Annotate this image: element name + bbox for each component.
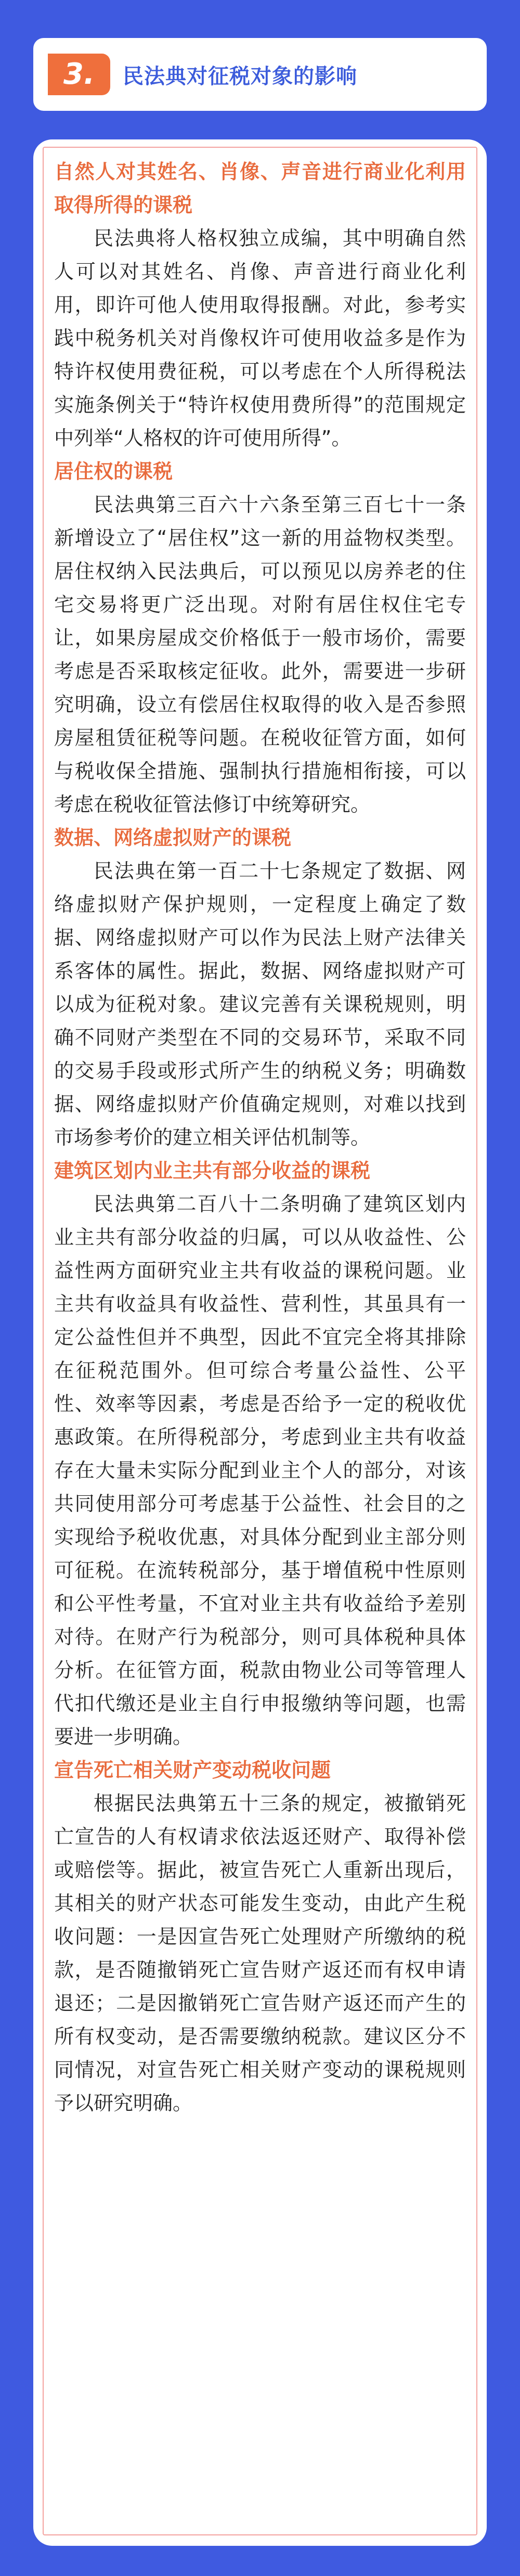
subsection-body-common-income: 民法典第二百八十二条明确了建筑区划内业主共有部分收益的归属，可以从收益性、公益性两方面研究业主共有收益的课税问题。业主共有收益具有收益性、营利性，其虽具有一定公益性但并不典型，因此不宜完全将其排除在征税范围外。但可综合考量公益性、公平性、效率等因素，考虑是否给予一定的税收优惠政策。在所得税部分，考虑到业主共有收益存在大量未实际分配到业主个人的部分，对该共同使用部分可考虑基于公益性、社会目的之实现给予税收优惠，对具体分配到业主部分则可征税。在流转税部分，基于增值税中性原则和公平性考量，不宜对业主共有收益给予差别对待。在财产行为税部分，则可具体税种具体分析。在征管方面，税款由物业公司等管理人代扣代缴还是业主自行申报缴纳等问题，也需要进一步明确。 bbox=[54, 1193, 466, 1748]
section-number-badge bbox=[48, 54, 110, 95]
subsection-body-portrait-rights: 民法典将人格权独立成编，其中明确自然人可以对其姓名、肖像、声音进行商业化利用，即许可他人使用取得报酬。对此，参考实践中税务机关对肖像权许可使用收益多是作为特许权使用费征税，可以考虑在个人所得税法实施条例关于“特许权使用费所得”的范围规定中列举“人格权的许可使用所得”。 bbox=[54, 227, 466, 450]
subsection-body-residence-right: 民法典第三百六十六条至第三百七十一条新增设立了“居住权”这一新的用益物权类型。居住权纳入民法典后，可以预见以房养老的住宅交易将更广泛出现。对附有居住权住宅专让，如果房屋成交价格低于一般市场价，需要考虑是否采取核定征收。此外，需要进一步研究明确，设立有偿居住权取得的收入是否参照房屋租赁征税等问题。在税收征管方面，如何与税收保全措施、强制执行措施相衔接，可以考虑在税收征管法修订中统筹研究。 bbox=[54, 493, 466, 816]
content-frame bbox=[43, 147, 477, 2535]
subsection-heading-declared-death: 宣告死亡相关财产变动税收问题 bbox=[54, 1759, 331, 1782]
subsection-heading-residence-right: 居住权的课税 bbox=[54, 460, 173, 483]
section-title-card bbox=[33, 38, 487, 111]
section-title: 民法典对征税对象的影响 bbox=[123, 64, 357, 88]
subsection-body-declared-death: 根据民法典第五十三条的规定，被撤销死亡宣告的人有权请求依法返还财产、取得补偿或赔偿等。据此，被宣告死亡人重新出现后，其相关的财产状态可能发生变动，由此产生税收问题：一是因宣告死亡处理财产所缴纳的税款，是否随撤销死亡宣告财产返还而有权申请退还；二是因撤销死亡宣告财产返还而产生的所有权变动，是否需要缴纳税款。建议区分不同情况，对宣告死亡相关财产变动的课税规则予以研究明确。 bbox=[54, 1792, 466, 2114]
section-number: 3. bbox=[63, 57, 95, 91]
subsection-heading-virtual-property: 数据、网络虚拟财产的课税 bbox=[54, 826, 292, 849]
content-card bbox=[33, 139, 487, 2546]
subsection-body-virtual-property: 民法典在第一百二十七条规定了数据、网络虚拟财产保护规则，一定程度上确定了数据、网络虚拟财产可以作为民法上财产法律关系客体的属性。据此，数据、网络虚拟财产可以成为征税对象。建议完善有关课税规则，明确不同财产类型在不同的交易环节，采取不同的交易手段或形式所产生的纳税义务；明确数据、网络虚拟财产价值确定规则，对难以找到市场参考价的建立相关评估机制等。 bbox=[54, 860, 466, 1149]
subsection-heading-common-income: 建筑区划内业主共有部分收益的课税 bbox=[54, 1159, 371, 1182]
subsection-heading-portrait-rights: 自然人对其姓名、肖像、声音进行商业化利用取得所得的课税 bbox=[54, 160, 466, 216]
